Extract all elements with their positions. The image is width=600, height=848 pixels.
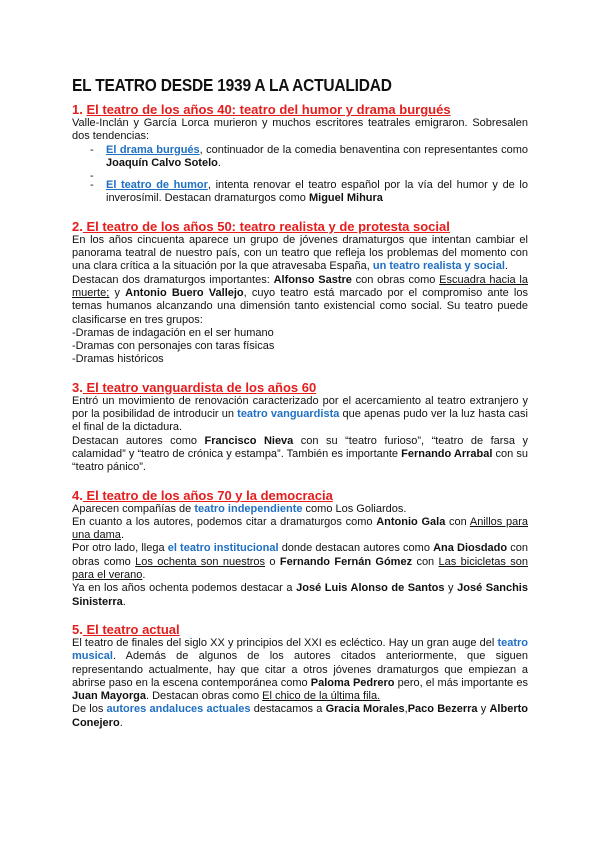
work-ochenta: Los ochenta son nuestros: [135, 555, 266, 568]
work-bicicletas: Las bicicletas son para el verano: [72, 555, 528, 582]
section-3-paragraph-2: Destacan autores como Francisco Nieva con su “teatro furioso”, “teatro de farsa y calamidad” y “teatro de crónica y estampa”. También es importante Fernando Arrabal con su “teatro pánico”.: [72, 434, 529, 474]
section-4-paragraph-4: Ya en los años ochenta podemos destacar a José Luis Alonso de Santos y José Sanchis Sinisterra.: [72, 582, 528, 608]
term-teatro-humor: El teatro de humor: [106, 179, 208, 192]
section-1-bullet-humor: - El teatro de humor, intenta renovar el teatro español por la vía del humor y de lo inverosímil. Destacan dramaturgos como Miguel Mihura: [72, 179, 528, 206]
document-title: EL TEATRO DESDE 1939 A LA ACTUALIDAD: [72, 76, 392, 96]
section-1-title: El teatro de los años 40: teatro del humor y drama burgués: [86, 102, 451, 117]
author-buero-vallejo: Antonio Buero Vallejo: [125, 286, 244, 299]
author-diosdado: Ana Diosdado: [433, 542, 508, 555]
spacer: [72, 609, 528, 622]
group-2: -Dramas con personajes con taras físicas: [72, 340, 275, 353]
author-conejero: Alberto Conejero: [72, 703, 528, 729]
term-teatro-realista: un teatro realista y social: [372, 260, 505, 273]
author-sanchis: José Sanchis Sinisterra: [72, 582, 528, 608]
group-3: -Dramas históricos: [72, 353, 164, 366]
spacer: [72, 206, 528, 219]
term-teatro-institucional: el teatro institucional: [167, 542, 279, 555]
section-4-heading: [72, 488, 528, 503]
author-fernan-gomez: Fernando Fernán Gómez: [279, 555, 413, 568]
section-4-paragraph-2: En cuanto a los autores, podemos citar a dramaturgos como Antonio Gala con Anillos para una dama.: [72, 515, 528, 542]
author-bezerra: Paco Bezerra: [407, 703, 478, 716]
section-2-title: El teatro de los años 50: teatro realista y de protesta social: [82, 218, 450, 234]
section-3-paragraph-1: Entró un movimiento de renovación caracterizado por el acercamiento al teatro extranjero y por la posibilidad de introducir un teatro vanguardista que apenas pudo ver la luz hasta casi el final de la dictadura.: [72, 394, 528, 434]
author-gracia-morales: Gracia Morales: [325, 703, 405, 716]
author-gala: Antonio Gala: [376, 515, 446, 528]
section-2-heading: [72, 219, 528, 234]
work-anillos: Anillos para una dama: [72, 515, 528, 542]
author-nieva: Francisco Nieva: [204, 434, 294, 447]
section-3-number: 3.: [72, 379, 83, 395]
author-calvo-sotelo: Joaquín Calvo Sotelo: [106, 156, 218, 169]
term-drama-burgues: El drama burgués: [106, 143, 200, 156]
section-1-number: 1.: [72, 102, 83, 117]
author-sastre: Alfonso Sastre: [273, 273, 352, 286]
section-2-paragraph-2: Destacan dos dramaturgos importantes: Alfonso Sastre con obras como Escuadra hacia la muerte; y Antonio Buero Vallejo, cuyo teatro está marcado por el compromiso ante los temas humanos alcanzando una dimensión tanto existencial como social. Su teatro puede clasificarse en tres grupos:: [72, 273, 528, 326]
work-escuadra: Escuadra hacia la muerte;: [72, 273, 528, 299]
document-page: [72, 76, 528, 730]
section-5-paragraph-2: De los autores andaluces actuales destacamos a Gracia Morales,Paco Bezerra y Alberto Conejero.: [72, 703, 528, 729]
author-mihura: Miguel Mihura: [308, 192, 383, 205]
section-4-number: 4.: [72, 487, 83, 503]
section-5-heading: [72, 622, 528, 637]
section-2-paragraph-1: En los años cincuenta aparece un grupo de jóvenes dramaturgos que intentan cambiar el panorama teatral de nuestro país, con un teatro que refleja los problemas del momento con una clara crítica a la situación por la que atravesaba España, un teatro realista y social.: [72, 233, 528, 273]
section-4-paragraph-3: Por otro lado, llega el teatro institucional donde destacan autores como Ana Diosdado con obras como Los ochenta son nuestros o Fernando Fernán Gómez con Las bicicletas son para el verano.: [72, 542, 529, 582]
section-2-number: 2.: [72, 218, 83, 234]
term-teatro-vanguardista: teatro vanguardista: [237, 408, 340, 421]
author-arrabal: Fernando Arrabal: [401, 447, 493, 460]
section-3-heading: [72, 380, 528, 395]
section-3-title: El teatro vanguardista de los años 60: [82, 379, 317, 395]
author-mayorga: Juan Mayorga: [72, 690, 146, 703]
section-4-paragraph-1: Aparecen compañías de teatro independiente como Los Goliardos.: [72, 502, 407, 515]
section-1-intro: Valle-Inclán y García Lorca murieron y muchos escritores teatrales emigraron. Sobresalen dos tendencias:: [72, 117, 528, 143]
section-1-bullet-drama: - El drama burgués, continuador de la comedia benaventina con representantes como Joaquín Calvo Sotelo.: [72, 144, 528, 171]
spacer: [72, 475, 528, 488]
section-5-title: El teatro actual: [82, 621, 180, 637]
author-alonso-de-santos: José Luis Alonso de Santos: [296, 582, 445, 595]
author-pedrero: Paloma Pedrero: [310, 676, 395, 689]
term-teatro-musical: teatro musical: [72, 636, 528, 663]
term-teatro-independiente: teatro independiente: [194, 502, 303, 515]
term-autores-andaluces: autores andaluces actuales: [106, 703, 251, 716]
work-chico-ultima-fila: El chico de la última fila.: [262, 690, 381, 703]
section-4-title: El teatro de los años 70 y la democracia: [82, 487, 333, 503]
section-1-list: [72, 144, 528, 206]
spacer: [72, 367, 528, 380]
section-5-number: 5.: [72, 621, 83, 637]
section-5-paragraph-1: El teatro de finales del siglo XX y principios del XXI es ecléctico. Hay un gran auge del teatro musical. Además de algunos de los autores citados anteriormente, que siguen representando actualmente, hay que citar a otros jóvenes dramaturgos que empiezan a abrirse paso en la escena contemporánea como Paloma Pedrero pero, el más importante es Juan Mayorga. Destacan obras como El chico de la última fila.: [72, 636, 528, 703]
list-spacer: [72, 170, 528, 179]
section-1-heading: [72, 102, 528, 117]
group-1: -Dramas de indagación en el ser humano: [72, 326, 274, 339]
